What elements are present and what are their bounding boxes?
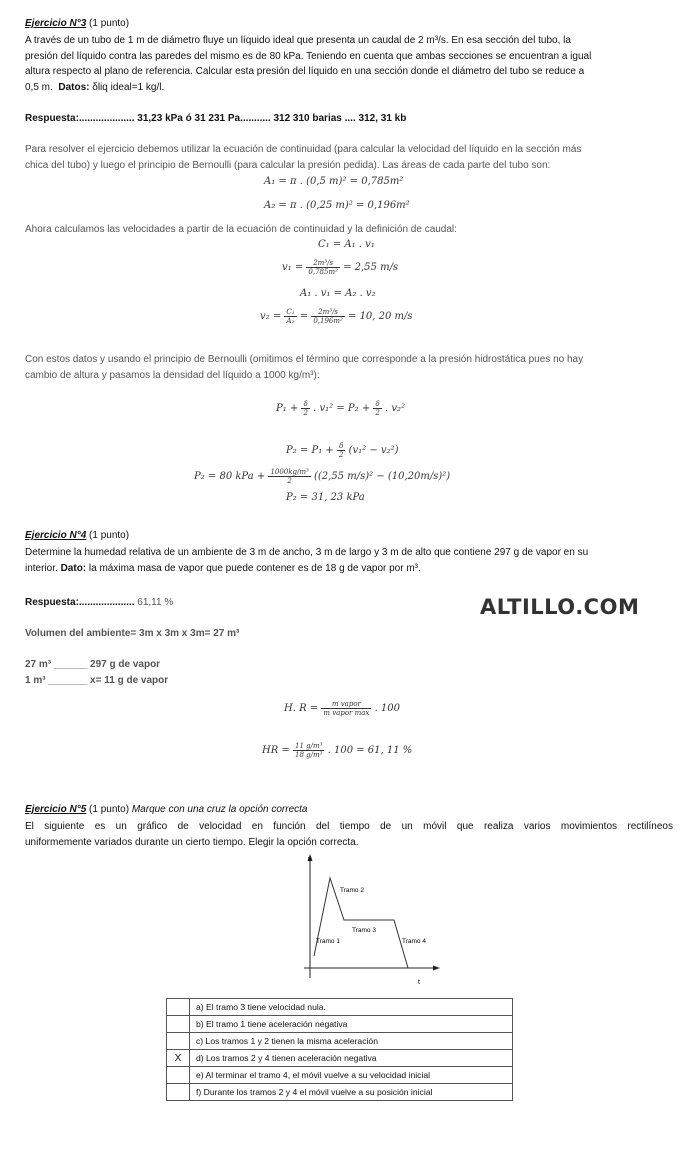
ex3-sol4: Con estos datos y usando el principio de Bernoulli (omitimos el término que corresponde a la presión hidrostática pues no hay — [25, 354, 584, 365]
ex3-answer-value: 31,23 kPa ó 31 231 Pa........... 312 310 barias .... 312, 31 kb — [134, 113, 407, 124]
ex4-rule1: 27 m³ ______ 297 g de vapor — [25, 659, 161, 670]
ex5-line2: uniformemente variados durante un cierto tiempo. Elegir la opción correcta. — [25, 837, 359, 848]
option-mark-a[interactable] — [167, 999, 190, 1016]
ex3-points: (1 punto) — [86, 18, 130, 29]
label-tramo-2: Tramo 2 — [340, 887, 364, 894]
eq-continuity: A₁ . v₁ = A₂ . v₂ — [300, 288, 376, 299]
eq-v1-lhs: v₁ = — [282, 262, 304, 273]
ex3-title: Ejercicio N°3 — [25, 18, 87, 29]
option-mark-f[interactable] — [167, 1084, 190, 1101]
ex4-line1: Determine la humedad relativa de un ambiente de 3 m de ancho, 3 m de largo y 3 m de alto que contiene 297 g de vapor en su — [25, 547, 589, 558]
option-row-b[interactable] — [167, 1016, 513, 1033]
eq-hr2-den: 18 g/m³ — [295, 751, 323, 759]
eq-b2-fraction — [337, 442, 345, 459]
option-row-e[interactable] — [167, 1067, 513, 1084]
axis-x-label: t — [418, 979, 420, 986]
ex4-dato-label: Dato: — [57, 562, 87, 574]
eq-hr2-num: 11 g/m³ — [295, 742, 323, 750]
eq-v2-lhs: v₂ = — [260, 311, 282, 322]
option-row-d[interactable] — [167, 1050, 513, 1067]
option-mark-c[interactable] — [167, 1033, 190, 1050]
eq-v1-num: 2m³/s — [306, 259, 339, 268]
velocity-time-graph — [298, 852, 442, 990]
eq-b1-a: P₁ + — [276, 403, 299, 414]
ex3-line2: presión del líquido contra las paredes del mismo es de 80 kPa. Teniendo en cuenta que ambas secciones se encuentran a igual — [25, 50, 592, 62]
option-row-c[interactable] — [167, 1033, 513, 1050]
ex3-bernoulli-intro — [25, 352, 695, 383]
ex4-points: (1 punto) — [86, 530, 130, 541]
ex4-rule-of-three — [25, 657, 168, 688]
eq-b2-den: 2 — [338, 451, 344, 459]
ex3-statement — [25, 33, 695, 95]
ex4-answer — [25, 595, 173, 611]
option-text-f: f) Durante los tramos 2 y 4 el móvil vuelve a su posición inicial — [190, 1084, 513, 1101]
eq-b1-num-2: δ — [373, 400, 381, 409]
label-tramo-1: Tramo 1 — [316, 938, 340, 945]
eq-bernoulli-1 — [276, 400, 405, 417]
eq-b2-a: P₂ = P₁ + — [286, 445, 334, 456]
eq-b3-b: ((2,55 m/s)² − (10,20m/s)²) — [313, 471, 451, 482]
label-tramo-4: Tramo 4 — [402, 938, 426, 945]
ex4-statement — [25, 545, 695, 576]
eq-hr-fraction — [321, 700, 371, 717]
eq-v1-rhs: = 2,55 m/s — [343, 262, 399, 273]
eq-v1-fraction — [306, 259, 339, 276]
eq-b1-fraction-1 — [301, 400, 309, 417]
eq-area-2: A₂ = π . (0,25 m)² = 0,196m² — [264, 200, 410, 211]
ex5-line1: El siguiente es un gráfico de velocidad en función del tiempo de un móvil que realiza varios movimientos rectilíneos — [25, 821, 673, 832]
ex3-line1: A través de un tubo de 1 m de diámetro fluye un líquido ideal que presenta un caudal de 2 m³/s. En esa sección del tubo, la — [25, 35, 571, 46]
ex3-sol3: Ahora calculamos las velocidades a partir de la ecuación de continuidad y la definición de caudal: — [25, 224, 457, 235]
eq-v2-den2: 0,196m² — [313, 317, 343, 325]
ex3-sol5: cambio de altura y pasamos la densidad del líquido a 1000 kg/m³): — [25, 369, 320, 381]
eq-b2-num: δ — [337, 442, 345, 451]
eq-bernoulli-2 — [286, 442, 399, 459]
eq-b3-a: P₂ = 80 kPa + — [194, 471, 266, 482]
eq-v2 — [260, 308, 413, 325]
ex3-sol1: Para resolver el ejercicio debemos utilizar la ecuación de continuidad (para calcular la velocidad del líquido en la sección más — [25, 144, 582, 155]
altillo-logo: ALTILLO.COM — [480, 595, 640, 619]
ex3-answer — [25, 111, 406, 127]
option-row-f[interactable] — [167, 1084, 513, 1101]
ex3-datos-value: δliq ideal=1 kg/l. — [89, 81, 165, 93]
ex3-sol2: chica del tubo) y luego el principio de Bernoulli (para calcular la presión pedida). Las áreas de cada parte del tubo son: — [25, 159, 551, 171]
ex4-rule2: 1 m³ _______ x= 11 g de vapor — [25, 674, 169, 686]
option-mark-d[interactable]: X — [167, 1050, 190, 1067]
eq-bernoulli-result: P₂ = 31, 23 kPa — [286, 492, 365, 503]
label-tramo-3: Tramo 3 — [352, 927, 376, 934]
eq-bernoulli-3 — [194, 468, 450, 485]
options-table — [166, 998, 513, 1101]
eq-area-1: A₁ = π . (0,5 m)² = 0,785m² — [264, 176, 404, 187]
ex4-title: Ejercicio N°4 — [25, 530, 87, 541]
ex4-line2a: interior. — [25, 562, 58, 574]
option-text-e: e) Al terminar el tramo 4, el móvil vuelve a su velocidad inicial — [190, 1067, 513, 1084]
eq-v2-rhs: = 10, 20 m/s — [348, 311, 413, 322]
eq-b1-fraction-2 — [373, 400, 381, 417]
eq-hr2-fraction — [293, 742, 324, 759]
eq-b1-den-2: 2 — [375, 409, 380, 417]
x-axis-arrow-icon — [433, 966, 440, 971]
eq-hr-def — [284, 700, 400, 717]
option-mark-e[interactable] — [167, 1067, 190, 1084]
eq-hr2-rhs: . 100 = 61, 11 % — [327, 745, 413, 756]
ex3-line4: 0,5 m. — [25, 81, 53, 93]
ex4-answer-value: 61,11 % — [134, 597, 174, 608]
eq-v2-num2: 2m³/s — [311, 308, 344, 317]
ex5-title: Ejercicio N°5 — [25, 804, 87, 815]
eq-b1-c: . v₂² — [385, 403, 406, 414]
eq-b3-fraction — [268, 468, 310, 485]
eq-v2-fraction-2 — [311, 308, 344, 325]
ex3-answer-label: Respuesta:.................... — [25, 113, 135, 124]
option-text-c: c) Los tramos 1 y 2 tienen la misma aceleración — [190, 1033, 513, 1050]
eq-b1-num: δ — [301, 400, 309, 409]
axis-y-label: v — [308, 856, 312, 863]
ex4-volume: Volumen del ambiente= 3m x 3m x 3m= 27 m³ — [25, 628, 240, 639]
eq-hr-num: m vapor — [321, 700, 371, 709]
eq-caudal: C₁ = A₁ . v₁ — [318, 239, 375, 250]
option-text-b: b) El tramo 1 tiene aceleración negativa — [190, 1016, 513, 1033]
option-mark-b[interactable] — [167, 1016, 190, 1033]
eq-b1-b: . v₁² = P₂ + — [313, 403, 371, 414]
eq-v1-den: 0,785m² — [308, 268, 338, 276]
eq-b3-num: 1000kg/m³ — [270, 468, 309, 476]
ex4-line2b: la máxima masa de vapor que puede contener es de 18 g de vapor por m³. — [86, 562, 421, 574]
ex3-datos-label: Datos: — [58, 81, 90, 93]
eq-v2-mid: = — [299, 311, 309, 322]
eq-hr2-lhs: HR = — [262, 745, 290, 756]
option-row-a[interactable] — [167, 999, 513, 1016]
option-text-d: d) Los tramos 2 y 4 tienen aceleración negativa — [190, 1050, 513, 1067]
ex3-heading — [25, 16, 685, 32]
eq-hr-result — [262, 742, 412, 759]
eq-hr-den: m vapor max — [323, 709, 370, 717]
ex5-heading — [25, 802, 308, 818]
eq-b1-den: 2 — [303, 409, 308, 417]
eq-hr-lhs: H. R = — [284, 703, 319, 714]
ex4-answer-label: Respuesta:.................... — [25, 597, 135, 608]
ex4-heading — [25, 528, 129, 544]
eq-v1 — [282, 259, 398, 276]
eq-v2-den1: A₂ — [286, 317, 295, 325]
ex3-solution-intro — [25, 142, 695, 173]
eq-b2-b: (v₁² − v₂²) — [348, 445, 399, 456]
ex3-line3: altura respecto al plano de referencia. Calcular esta presión del líquido en una sección donde el diámetro del tubo se reduce a — [25, 66, 585, 77]
eq-hr-rhs: . 100 — [374, 703, 401, 714]
eq-v2-num1: C₁ — [286, 308, 295, 316]
option-text-a: a) El tramo 3 tiene velocidad nula. — [190, 999, 513, 1016]
ex5-instruction: Marque con una cruz la opción correcta — [129, 804, 308, 815]
ex5-points: (1 punto) — [86, 804, 130, 815]
eq-v2-fraction-1 — [284, 308, 296, 325]
eq-b3-den: 2 — [287, 477, 292, 485]
